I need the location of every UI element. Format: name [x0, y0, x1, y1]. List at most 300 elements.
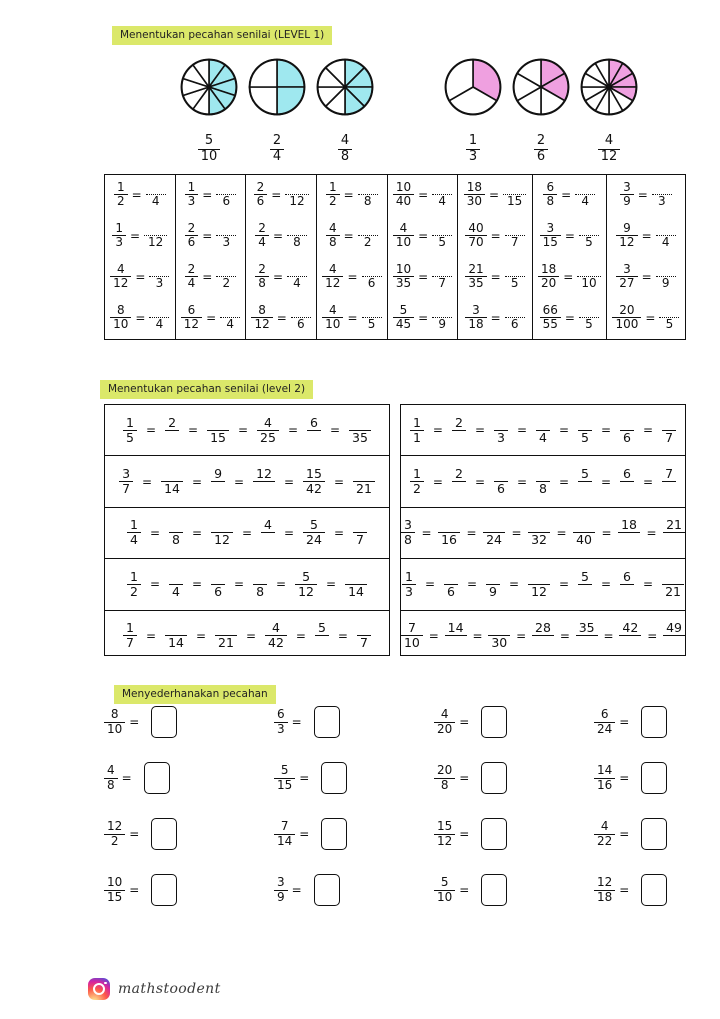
fraction-slot[interactable] [123, 416, 137, 445]
answer-blank-fraction[interactable] [505, 263, 525, 290]
equals-sign: = [558, 474, 570, 489]
equals-sign: = [149, 525, 161, 540]
denominator [253, 481, 275, 496]
answer-box[interactable] [641, 818, 667, 850]
numerator-blank [432, 263, 452, 277]
denominator: 3 [494, 430, 508, 445]
answer-box[interactable] [151, 818, 177, 850]
fraction-slot[interactable] [123, 621, 137, 650]
fraction-slot[interactable] [536, 467, 550, 496]
level1-cell[interactable] [105, 257, 175, 298]
equals-sign: = [295, 628, 306, 643]
fraction [112, 222, 126, 250]
denominator: 6 [367, 275, 376, 290]
fraction-slot[interactable] [620, 467, 634, 496]
level1-cell[interactable] [175, 216, 246, 257]
numerator: 3 [546, 220, 555, 235]
level1-cell[interactable] [387, 298, 458, 339]
fraction-slot[interactable] [528, 570, 550, 599]
fraction-slot[interactable] [211, 467, 225, 496]
fraction-slot[interactable] [494, 416, 508, 445]
numerator: 1 [130, 517, 138, 533]
fraction-slot[interactable] [307, 416, 321, 445]
level1-cell[interactable] [606, 257, 685, 298]
equals-sign: = [272, 269, 283, 284]
fraction-slot[interactable] [345, 570, 367, 599]
fraction [198, 134, 221, 164]
numerator: 7 [665, 466, 674, 482]
fraction [465, 304, 486, 332]
denominator: 20 [434, 722, 455, 736]
answer-blank-fraction[interactable] [505, 222, 525, 249]
fraction-slot[interactable] [662, 467, 676, 496]
level1-exercise-table [104, 174, 686, 340]
numerator-blank [287, 263, 307, 277]
fraction-slot[interactable] [161, 467, 183, 496]
level1-cell[interactable] [105, 175, 175, 216]
equals-sign: = [459, 827, 470, 841]
answer-blank-fraction[interactable] [575, 181, 595, 208]
answer-blank-fraction[interactable] [291, 304, 311, 331]
fraction-slot[interactable] [620, 570, 634, 599]
level1-cell[interactable] [387, 175, 458, 216]
fraction-slot[interactable] [119, 467, 133, 496]
numerator-blank [505, 263, 525, 277]
fraction-slot[interactable] [438, 518, 460, 547]
level1-cell[interactable] [246, 298, 317, 339]
fraction-slot[interactable] [165, 621, 187, 650]
level1-cell[interactable] [606, 216, 685, 257]
denominator: 12 [434, 834, 455, 848]
numerator [528, 518, 550, 532]
answer-blank-fraction[interactable] [149, 263, 169, 290]
equals-sign: = [192, 577, 203, 592]
level2-row [401, 405, 685, 456]
fraction [104, 764, 118, 792]
equals-sign: = [558, 423, 570, 438]
level1-cell[interactable] [175, 298, 246, 339]
pie-item [316, 58, 374, 164]
simplify-item [104, 706, 177, 738]
equals-sign: = [299, 771, 310, 785]
denominator: 6 [254, 194, 268, 208]
fraction [274, 708, 288, 736]
equals-sign: = [601, 525, 612, 540]
denominator: 3 [112, 235, 126, 249]
fraction [251, 304, 272, 332]
fraction-slot[interactable] [169, 518, 183, 547]
denominator [261, 532, 275, 547]
fraction-slot[interactable] [253, 570, 267, 599]
denominator: 7 [119, 481, 133, 496]
denominator: 3 [466, 149, 480, 165]
answer-blank-fraction[interactable] [432, 222, 452, 249]
equals-sign: = [474, 423, 485, 438]
numerator: 42 [622, 620, 639, 636]
denominator: 2 [127, 584, 141, 599]
answer-blank-fraction[interactable] [579, 304, 599, 331]
denominator: 3 [274, 722, 288, 736]
fraction-slot[interactable] [444, 570, 458, 599]
fraction [594, 708, 615, 736]
answer-box[interactable] [481, 874, 507, 906]
level1-cell[interactable] [317, 298, 388, 339]
fraction-slot[interactable] [445, 621, 467, 650]
fraction-slot[interactable] [483, 518, 505, 547]
equals-sign: = [283, 474, 295, 489]
numerator: 8 [110, 707, 119, 722]
equals-sign: = [192, 474, 203, 489]
fraction-slot[interactable] [353, 518, 367, 547]
answer-box[interactable] [151, 874, 177, 906]
level1-cell[interactable] [105, 216, 175, 257]
numerator-blank [216, 181, 236, 195]
denominator: 21 [215, 635, 237, 650]
denominator: 15 [274, 778, 295, 792]
numerator-blank [656, 222, 676, 236]
level1-cell[interactable] [246, 175, 317, 216]
equals-sign: = [516, 423, 528, 438]
fraction-slot[interactable] [662, 416, 676, 445]
numerator: 6 [600, 707, 609, 722]
numerator: 20 [619, 302, 635, 317]
numerator-blank [149, 263, 169, 277]
fraction-slot[interactable] [494, 467, 508, 496]
equals-sign: = [149, 577, 161, 592]
denominator: 9 [438, 316, 447, 331]
answer-blank-fraction[interactable] [216, 181, 236, 208]
denominator: 35 [349, 430, 371, 445]
fraction [274, 876, 288, 904]
numerator: 8 [116, 302, 125, 317]
answer-blank-fraction[interactable] [362, 304, 382, 331]
numerator: 15 [306, 466, 322, 482]
answer-blank-fraction[interactable] [659, 304, 679, 331]
denominator: 12 [322, 276, 343, 290]
answer-box[interactable] [641, 874, 667, 906]
answer-box[interactable] [641, 706, 667, 738]
equals-sign: = [333, 525, 345, 540]
section-header-level2: Menentukan pecahan senilai (level 2) [100, 380, 313, 399]
fraction-slot[interactable] [488, 621, 510, 650]
equals-sign: = [556, 525, 567, 540]
equals-sign: = [283, 525, 295, 540]
simplify-column [594, 706, 667, 930]
fraction [393, 222, 414, 250]
equals-sign: = [474, 474, 485, 489]
numerator: 5 [581, 568, 589, 584]
fraction-slot[interactable] [618, 518, 640, 547]
denominator [445, 635, 467, 650]
denominator: 8 [255, 276, 269, 290]
numerator [620, 416, 634, 430]
denominator [452, 430, 466, 445]
numerator-blank [146, 181, 166, 195]
fraction-slot[interactable] [169, 570, 183, 599]
answer-blank-fraction[interactable] [285, 181, 308, 208]
simplify-item [594, 874, 667, 906]
level1-cell[interactable] [458, 216, 532, 257]
fraction-slot[interactable] [452, 467, 466, 496]
level1-cell[interactable] [458, 298, 532, 339]
numerator-blank [503, 181, 526, 195]
level1-cell[interactable] [175, 257, 246, 298]
fraction-slot[interactable] [207, 416, 229, 445]
answer-blank-fraction[interactable] [149, 304, 169, 331]
equals-sign: = [466, 577, 478, 592]
fraction-slot[interactable] [663, 621, 685, 650]
numerator: 4 [440, 707, 449, 722]
numerator [662, 416, 676, 430]
fraction-slot[interactable] [663, 518, 685, 547]
answer-blank-fraction[interactable] [216, 263, 236, 290]
numerator: 12 [107, 819, 123, 834]
fraction-slot[interactable] [261, 518, 275, 547]
answer-blank-fraction[interactable] [505, 304, 525, 331]
level1-cell[interactable] [246, 216, 317, 257]
numerator: 1 [412, 414, 421, 430]
fraction-slot[interactable] [265, 621, 287, 650]
denominator: 35 [465, 276, 486, 290]
numerator: 1 [126, 620, 134, 636]
level1-cell[interactable] [105, 298, 175, 339]
fraction-slot[interactable] [576, 621, 598, 650]
answer-box[interactable] [321, 818, 347, 850]
numerator [215, 621, 237, 635]
equals-sign: = [418, 269, 429, 284]
denominator: 10 [198, 149, 221, 165]
numerator [444, 570, 458, 584]
denominator: 4 [536, 430, 550, 445]
equals-sign: = [291, 883, 302, 897]
equals-sign: = [271, 187, 282, 202]
equals-sign: = [326, 577, 337, 592]
denominator: 4 [226, 316, 234, 331]
numerator: 35 [578, 620, 595, 636]
level1-cell[interactable] [317, 257, 388, 298]
fraction-slot[interactable] [578, 570, 592, 599]
denominator [620, 584, 634, 599]
fraction-slot[interactable] [401, 621, 423, 650]
answer-box[interactable] [314, 874, 340, 906]
numerator [486, 570, 500, 584]
pie-group-pink [444, 58, 648, 164]
level1-cell[interactable] [532, 175, 606, 216]
numerator: 18 [621, 517, 637, 533]
fraction-slot[interactable] [349, 416, 371, 445]
fraction [540, 222, 561, 250]
answer-blank-fraction[interactable] [579, 222, 599, 249]
numerator-blank [505, 304, 525, 318]
fraction-slot[interactable] [353, 467, 375, 496]
fraction-slot[interactable] [402, 570, 416, 599]
numerator: 4 [271, 620, 280, 636]
simplify-item [274, 874, 347, 906]
denominator: 18 [465, 317, 486, 331]
level1-cell[interactable] [532, 257, 606, 298]
fraction-slot[interactable] [127, 570, 141, 599]
fraction-slot[interactable] [127, 518, 141, 547]
fraction-slot[interactable] [410, 416, 424, 445]
fraction [254, 181, 268, 209]
numerator: 2 [168, 414, 177, 430]
level2-right-panel [400, 404, 686, 656]
fraction-slot[interactable] [536, 416, 550, 445]
answer-box[interactable] [641, 762, 667, 794]
numerator [357, 621, 371, 635]
level1-cell[interactable] [458, 175, 532, 216]
fraction-slot[interactable] [253, 467, 275, 496]
answer-box[interactable] [314, 706, 340, 738]
pie-chart-icon [580, 58, 638, 120]
answer-box[interactable] [481, 762, 507, 794]
level1-cell[interactable] [606, 298, 685, 339]
answer-blank-fraction[interactable] [216, 222, 236, 249]
answer-blank-fraction[interactable] [656, 222, 676, 249]
denominator: 21 [353, 481, 375, 496]
denominator: 6 [297, 316, 305, 331]
fraction-slot[interactable] [401, 518, 415, 547]
fraction-slot[interactable] [257, 416, 279, 445]
fraction-slot[interactable] [452, 416, 466, 445]
answer-blank-fraction[interactable] [144, 222, 167, 249]
level2-row [105, 559, 389, 610]
answer-blank-fraction[interactable] [432, 181, 452, 208]
numerator: 10 [395, 261, 412, 276]
denominator: 24 [594, 722, 615, 736]
numerator-blank [220, 304, 240, 318]
answer-blank-fraction[interactable] [146, 181, 166, 208]
fraction-slot[interactable] [303, 518, 325, 547]
answer-box[interactable] [144, 762, 170, 794]
fraction [255, 222, 269, 250]
answer-blank-fraction[interactable] [358, 222, 378, 249]
answer-blank-fraction[interactable] [656, 263, 676, 290]
answer-blank-fraction[interactable] [432, 263, 452, 290]
fraction-slot[interactable] [619, 621, 641, 650]
fraction-slot[interactable] [528, 518, 550, 547]
level1-cell[interactable] [246, 257, 317, 298]
equals-sign: = [329, 423, 341, 438]
answer-blank-fraction[interactable] [220, 304, 240, 331]
fraction-slot[interactable] [165, 416, 179, 445]
equals-sign: = [424, 577, 436, 592]
level2-row [401, 611, 685, 661]
fraction-slot[interactable] [620, 416, 634, 445]
numerator: 4 [328, 220, 337, 235]
equals-sign: = [129, 827, 140, 841]
fraction-slot[interactable] [211, 518, 233, 547]
denominator: 6 [620, 430, 634, 445]
fraction-slot[interactable] [578, 467, 592, 496]
answer-blank-fraction[interactable] [287, 222, 307, 249]
numerator-blank [432, 181, 452, 195]
fraction-slot[interactable] [215, 621, 237, 650]
answer-blank-fraction[interactable] [358, 181, 378, 208]
level1-cell[interactable] [175, 175, 246, 216]
level1-cell[interactable] [532, 298, 606, 339]
answer-blank-fraction[interactable] [432, 304, 452, 331]
numerator: 1 [130, 568, 138, 584]
equals-sign: = [206, 310, 217, 325]
fraction-slot[interactable] [211, 570, 225, 599]
answer-blank-fraction[interactable] [503, 181, 526, 208]
numerator-blank [144, 222, 167, 236]
equals-sign: = [202, 228, 213, 243]
answer-blank-fraction[interactable] [577, 263, 600, 290]
equals-sign: = [241, 525, 253, 540]
level1-cell[interactable] [387, 216, 458, 257]
answer-box[interactable] [481, 818, 507, 850]
denominator: 4 [270, 149, 284, 165]
equals-sign: = [646, 525, 657, 540]
table-row [105, 257, 685, 298]
denominator: 2 [222, 275, 231, 290]
denominator: 12 [251, 317, 272, 331]
equals-sign: = [129, 883, 140, 897]
simplify-item [434, 762, 507, 794]
level2-row [105, 405, 389, 456]
level1-cell[interactable] [532, 216, 606, 257]
fraction-slot[interactable] [357, 621, 371, 650]
pie-chart-icon [444, 58, 502, 120]
fraction [114, 181, 128, 209]
numerator: 3 [277, 875, 285, 890]
answer-box[interactable] [321, 762, 347, 794]
level1-cell[interactable] [317, 216, 388, 257]
fraction-slot[interactable] [662, 570, 684, 599]
answer-box[interactable] [481, 706, 507, 738]
fraction-slot[interactable] [410, 467, 424, 496]
denominator: 10 [322, 317, 343, 331]
answer-blank-fraction[interactable] [362, 263, 382, 290]
fraction-slot[interactable] [578, 416, 592, 445]
denominator: 6 [222, 194, 231, 209]
numerator [207, 416, 229, 430]
fraction-slot[interactable] [532, 621, 554, 650]
numerator: 4 [604, 133, 614, 148]
fraction-slot[interactable] [573, 518, 595, 547]
fraction-slot[interactable] [303, 467, 325, 496]
denominator: 3 [402, 584, 416, 599]
equals-sign: = [418, 187, 429, 202]
answer-blank-fraction[interactable] [287, 263, 307, 290]
level1-cell[interactable] [606, 175, 685, 216]
denominator: 24 [303, 532, 325, 547]
numerator: 2 [272, 133, 282, 148]
fraction [465, 263, 486, 291]
answer-box[interactable] [151, 706, 177, 738]
denominator [307, 430, 321, 445]
fraction-slot[interactable] [315, 621, 329, 650]
fraction-slot[interactable] [295, 570, 317, 599]
level1-cell[interactable] [387, 257, 458, 298]
equals-sign: = [195, 628, 207, 643]
equals-sign: = [146, 628, 157, 643]
fraction [338, 134, 352, 164]
denominator: 4 [661, 235, 670, 250]
numerator: 4 [340, 133, 350, 148]
fraction-slot[interactable] [486, 570, 500, 599]
simplify-item [594, 762, 667, 794]
level1-cell[interactable] [458, 257, 532, 298]
denominator [452, 481, 466, 496]
fraction [465, 222, 486, 250]
level1-cell[interactable] [317, 175, 388, 216]
fraction [612, 304, 641, 332]
numerator: 21 [666, 517, 682, 533]
answer-blank-fraction[interactable] [652, 181, 672, 208]
